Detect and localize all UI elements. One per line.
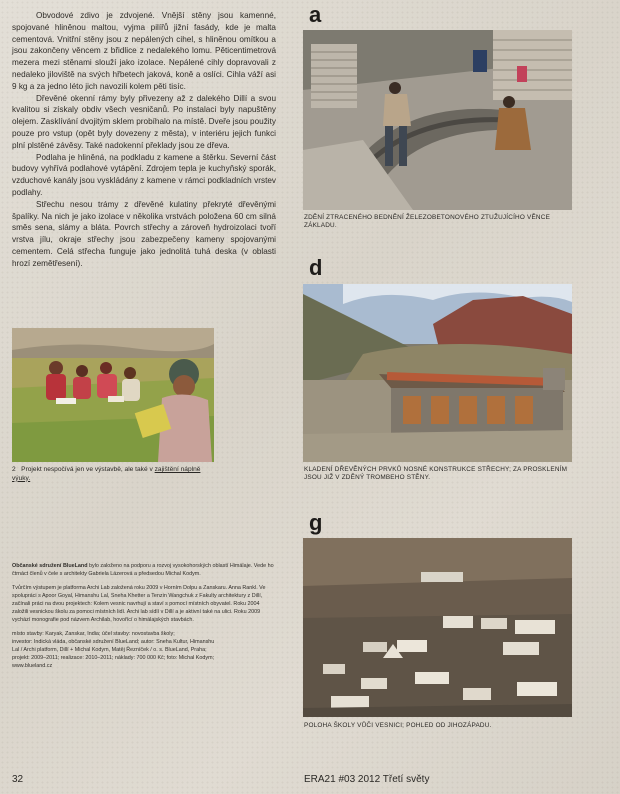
paragraph-walls: Obvodové zdivo je zdvojené. Vnější stěny jsou kamenné, spojované hliněnou maltou, vyjma pilířů jižní fasády, kde je malta cementová. Vnitřní stěny jsou z nepálených cihel, s hliněnou omítkou a jsou zakončeny věncem z břidlice z nedalekého lomu. Pěticentimetrová mezera mezi stěnami slouží jako izolace. Nepálené cihly dopravovali z nedaleko jiloviště na svých hřbetech jaková, koně a oslíci. Cihla váží asi 9 kg a za jedno léto jich navozili kolem pěti tisíc. <box>12 11 276 91</box>
figure-letter-a: a <box>309 2 322 27</box>
credits-block <box>12 562 276 670</box>
paragraph-roof: Střechu nesou trámy z dřevěné kulatiny překryté dřevěnými špalíky. Na nich je jako izolace v několika vrstvách položena 60 cm silná směs sena, slámy a bláta. Povrch střechy a zároveň hydroizolaci tvoří vrstva jílu, okraje střechy jsou zabezpečeny kameny spojovanými cementem. Celá střecha funguje jako jednolitá tuhá deska (v oblasti hrozí zemětřesení). <box>12 199 276 268</box>
credits-paragraph-2: Tvůrčím výstupem je platforma Archi Lab založená roku 2009 v Horním Dolpu a Zanskaru. Anna Rankl. Ve spolupráci s Apoor Goyal, Himanshu Lal, Sneha Khetter a Tenzin Wangchuk z Fakulty architektury z Dillí, začínali práci na dvou projektech: Kolem vesnic navrhují a staví s pomocí místních obyvatel. Roku 2004 založili vesnickou školu za pomoci místních lidí. Archi lab sídlí v Dillí a je aktivní také na ulici. Roku 2009 vychází monografie pod názvem Archilab, hovořící o himálajských stavbách. <box>12 585 266 623</box>
issue-title: ERA21 #03 2012 Třetí světy <box>304 774 430 785</box>
article-body <box>12 10 276 270</box>
credits-line-1: místo stavby: Karyak, Zanskar, India; účel stavby: novostavba školy; <box>12 631 175 637</box>
paragraph-windows: Dřevěné okenní rámy byly přivezeny až z dalekého Dillí a svou kvalitou si získaly obdiv všech vesničanů. Po instalaci byly napuštěny olejem. Zasklívání dvojitým sklem probíhalo na místě. Dveře jsou použity pouze pro vstup (opět byly dovezeny z města), v interiéru jejich funkci plní plstěné závěsy. Také nadokenní překlady jsou ze dřeva. <box>12 93 276 150</box>
figure-letter-d: d <box>309 255 323 280</box>
caption-d: KLADENÍ DŘEVĚNÝCH PRVKŮ NOSNÉ KONSTRUKCE STŘECHY; ZA PROSKLENÍM JSOU JIŽ V ZDĚNÝ TROMBEHO STĚNY. <box>304 466 568 482</box>
credits-website[interactable]: www.blueland.cz <box>12 663 53 669</box>
caption-g: POLOHA ŠKOLY VŮČI VESNICI; POHLED OD JIHOZÁPADU. <box>304 722 492 729</box>
caption-link[interactable]: zajištění náplně výuky. <box>12 466 201 482</box>
caption-a: ZDĚNÍ ZTRACENÉHO BEDNĚNÍ ŽELEZOBETONOVÉHO ZTUŽUJÍCÍHO VĚNCE ZÁKLADU. <box>304 214 551 230</box>
credits-line-2: investor: Indická vláda, občanské sdružení BlueLand; autor: Sneha Kultur, Himanshu <box>12 639 215 645</box>
page-number: 32 <box>12 774 24 785</box>
caption-text: Projekt nespočívá jen ve výstavbě, ale také v <box>21 466 153 473</box>
photo-roof-building <box>303 284 572 462</box>
children-photo-caption <box>12 466 212 483</box>
paragraph-floor: Podlaha je hliněná, na podkladu z kamene a štěrku. Severní část budovy vyhřívá podlahové vytápění. Zdrojem tepla je kuchyňský sporák, vzduchové kanály jsou vyskládány z kamene v rámci podkladních vrstev podlahy. <box>12 152 276 197</box>
photo-village-panorama <box>303 538 572 717</box>
credits-line-4: projekt: 2009–2011; realizace: 2010–2011; náklady: 700 000 Kč; foto: Michal Kodym; <box>12 655 215 661</box>
photo-children-reading <box>12 328 214 462</box>
credits-paragraph-1 <box>12 562 276 578</box>
caption-number: 2 <box>12 466 16 473</box>
credits-bold-label: Občanské sdružení <box>12 563 62 569</box>
credits-line-3: Lal / Archi platform, Dillí + Michal Kodym, Matěj Řezníček / o. s. BlueLand, Praha; <box>12 647 207 653</box>
credits-org-text: bylo založeno na podporu a rozvoj vysokohorských oblastí Himálaje. Vede ho čtrnáct členů v čele s architekty Gabriela Lázerová a předsedou Michal Kodym. <box>12 563 274 577</box>
photo-construction-wall <box>303 30 572 210</box>
figure-letter-g: g <box>309 510 323 535</box>
credits-org-name: BlueLand <box>62 563 88 569</box>
